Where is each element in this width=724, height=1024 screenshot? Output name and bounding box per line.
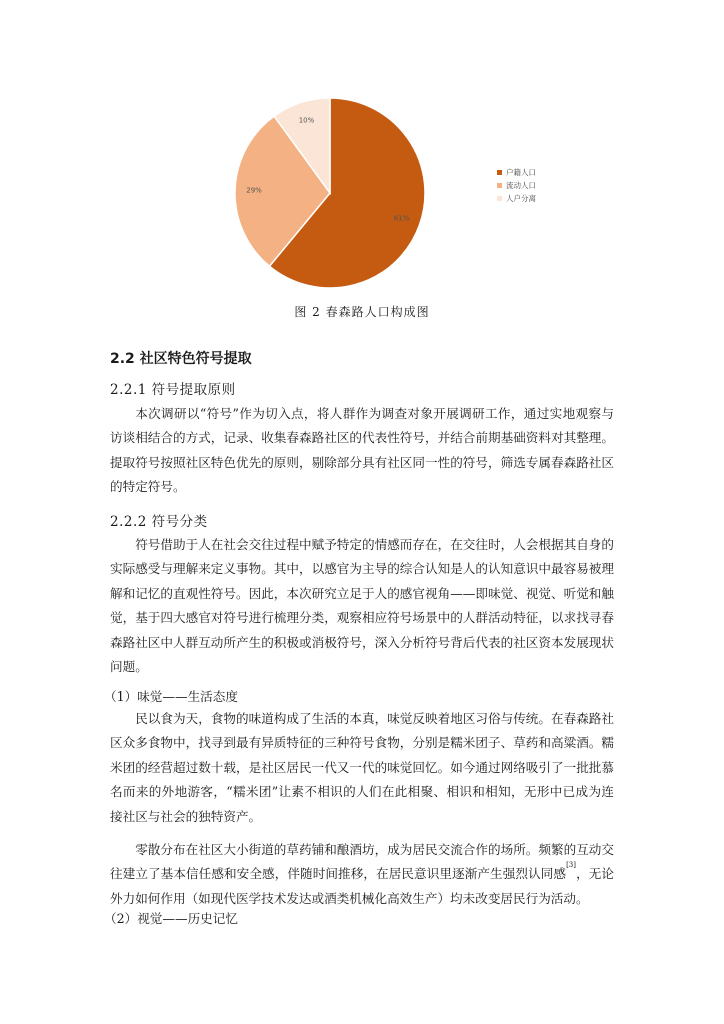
pie-chart-svg [0, 0, 724, 300]
pie-slice-label-2: 29% [246, 186, 262, 195]
figure-caption: 图 2 春森路人口构成图 [294, 305, 430, 319]
legend-swatch-1 [497, 170, 502, 175]
paragraph-classification: 符号借助于人在社会交往过程中赋予特定的情感而存在，在交往时，人会根据其自身的实际感受与理解来定义事物。其中，以感官为主导的综合认知是人的认知意识中最容易被理解和记忆的直观性符号。因此，本次研究立足于人的感官视角——即味觉、视觉、听觉和触觉，基于四大感官对符号进行梳理分类，观察相应符号场景中的人群活动特征，以求找寻春森路社区中人群互动所产生的积极或消极符号，深入分析符号背后代表的社区资本发展现状问题。 [110, 537, 614, 675]
legend-label-1: 户籍人口 [506, 168, 536, 177]
pie-slice-label-1: 61% [393, 214, 410, 223]
subsection-heading-principles: 2.2.1 符号提取原则 [110, 382, 236, 398]
citation-ref: [3] [566, 861, 576, 870]
legend-swatch-3 [497, 196, 502, 201]
pie-slice-label-3: 10% [298, 116, 315, 125]
section-heading: 2.2 社区特色符号提取 [110, 351, 252, 367]
paragraph-principles: 本次调研以“符号”作为切入点，将人群作为调查对象开展调研工作，通过实地观察与访谈相结合的方式，记录、收集春森路社区的代表性符号，并结合前期基础资料对其整理。提取符号按照社区特色优先的原则，剔除部分具有社区同一性的符号，筛选专属春森路社区的特定符号。 [110, 406, 614, 495]
paragraph-taste-2-text: 零散分布在社区大小街道的草药铺和酿酒坊，成为居民交流合作的场所。频繁的互动交往建立了基本信任感和安全感，伴随时间推移，在居民意识里逐渐产生强烈认同感 [110, 842, 614, 882]
subsection-heading-classification: 2.2.2 符号分类 [110, 514, 208, 530]
list-item-taste: （1）味觉——生活态度 [104, 689, 238, 704]
legend-label-3: 人户分离 [506, 194, 536, 203]
legend-swatch-2 [497, 183, 502, 188]
paragraph-taste-1: 民以食为天，食物的味道构成了生活的本真，味觉反映着地区习俗与传统。在春森路社区众多食物中，找寻到最有异质特征的三种符号食物，分别是糯米团子、草药和高粱酒。糯米团的经营超过数十载，是社区居民一代又一代的味觉回忆。如今通过网络吸引了一批批慕名而来的外地游客，“糯米团”让素不相识的人们在此相聚、相识和相知，无形中已成为连接社区与社会的独特资产。 [110, 711, 614, 824]
paragraph-taste-2 [110, 838, 614, 911]
paragraph-taste-2-tail: ，无论外力如何作用（如现代医学技术发达或酒类机械化高效生产）均未改变居民行为活动。 [110, 866, 615, 906]
legend-label-2: 流动人口 [506, 181, 536, 190]
list-item-vision: （2）视觉——历史记忆 [104, 911, 238, 926]
pie-chart [0, 0, 724, 300]
